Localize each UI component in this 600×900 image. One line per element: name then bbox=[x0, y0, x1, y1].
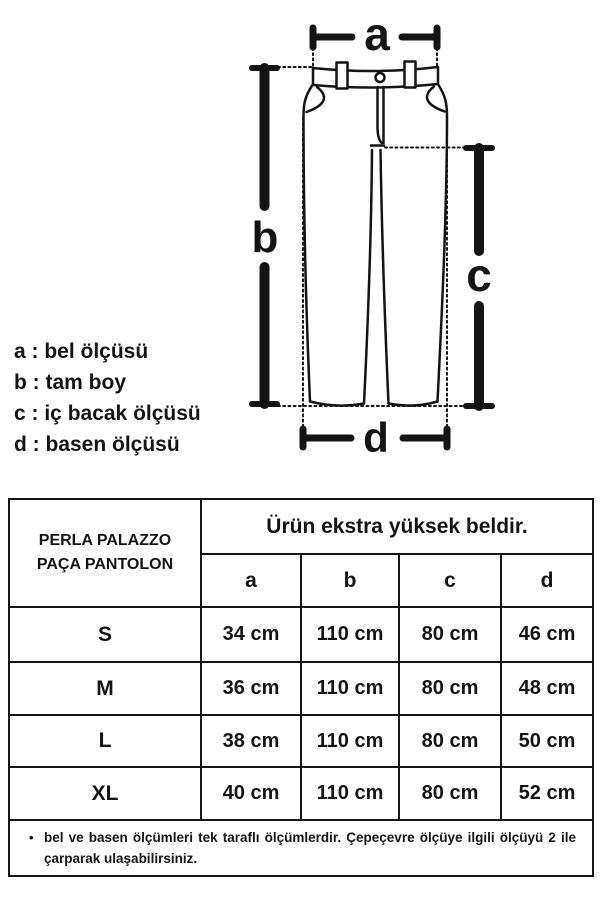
value-s-d: 46 cm bbox=[501, 607, 593, 662]
product-name-line2: PAÇA PANTOLON bbox=[36, 556, 174, 573]
legend-item-a: a : bel ölçüsü bbox=[14, 340, 149, 363]
left-outer-seam bbox=[304, 85, 313, 402]
value-s-c: 80 cm bbox=[399, 607, 501, 662]
table-row-fit-note bbox=[9, 499, 593, 554]
fly-line-left bbox=[378, 87, 382, 143]
belt-loop-right bbox=[405, 62, 416, 88]
legend-item-d: d : basen ölçüsü bbox=[14, 433, 180, 456]
footnote-cell bbox=[9, 820, 593, 876]
right-outer-seam bbox=[438, 85, 448, 402]
bullet-icon: • bbox=[29, 830, 34, 845]
table-row-size-m bbox=[9, 662, 593, 715]
value-m-d: 48 cm bbox=[501, 662, 593, 715]
footnote bbox=[10, 827, 576, 869]
value-l-b: 110 cm bbox=[301, 715, 399, 767]
footnote-text: bel ve basen ölçümleri tek taraflı ölçümlerdir. Çepeçevre ölçüye ilgili ölçüyü 2 ile çarparak ulaşabilirsiniz. bbox=[44, 830, 577, 866]
size-label-xl: XL bbox=[9, 767, 201, 820]
waist-button-icon bbox=[376, 73, 385, 82]
value-m-c: 80 cm bbox=[399, 662, 501, 715]
left-inner-seam bbox=[364, 150, 372, 404]
right-hem bbox=[389, 402, 438, 406]
size-label-m: M bbox=[9, 662, 201, 715]
column-header-c: c bbox=[399, 554, 501, 607]
column-header-d: d bbox=[501, 554, 593, 607]
table-row-size-xl bbox=[9, 767, 593, 820]
value-xl-d: 52 cm bbox=[501, 767, 593, 820]
dimension-label-a: a bbox=[364, 8, 390, 60]
dimension-label-d: d bbox=[363, 414, 389, 461]
left-hem bbox=[310, 402, 364, 406]
fit-note-cell: Ürün ekstra yüksek beldir. bbox=[201, 499, 593, 554]
table-row-size-l bbox=[9, 715, 593, 767]
belt-loop-left bbox=[337, 63, 348, 89]
column-header-a: a bbox=[201, 554, 301, 607]
value-xl-a: 40 cm bbox=[201, 767, 301, 820]
value-m-a: 36 cm bbox=[201, 662, 301, 715]
value-xl-b: 110 cm bbox=[301, 767, 399, 820]
dimension-label-b: b bbox=[251, 213, 279, 262]
product-name-cell bbox=[9, 499, 201, 607]
size-label-s: S bbox=[9, 607, 201, 662]
dimension-c bbox=[466, 148, 492, 406]
value-xl-c: 80 cm bbox=[399, 767, 501, 820]
dimension-label-c: c bbox=[466, 249, 492, 301]
right-inner-seam bbox=[381, 150, 389, 404]
legend-item-c: c : iç bacak ölçüsü bbox=[14, 402, 201, 425]
column-header-b: b bbox=[301, 554, 399, 607]
measurement-legend bbox=[14, 336, 201, 460]
legend-item-b: b : tam boy bbox=[14, 371, 127, 394]
table-row-footnote bbox=[9, 820, 593, 876]
value-s-b: 110 cm bbox=[301, 607, 399, 662]
table-row-size-s bbox=[9, 607, 593, 662]
size-label-l: L bbox=[9, 715, 201, 767]
pants-drawing bbox=[304, 62, 448, 406]
value-m-b: 110 cm bbox=[301, 662, 399, 715]
value-l-c: 80 cm bbox=[399, 715, 501, 767]
value-s-a: 34 cm bbox=[201, 607, 301, 662]
value-l-d: 50 cm bbox=[501, 715, 593, 767]
product-name-line1: PERLA PALAZZO bbox=[38, 532, 172, 549]
size-table bbox=[8, 498, 594, 877]
dimension-d bbox=[303, 414, 447, 461]
dimension-a bbox=[313, 8, 437, 60]
dimension-b bbox=[252, 68, 279, 404]
value-l-a: 38 cm bbox=[201, 715, 301, 767]
